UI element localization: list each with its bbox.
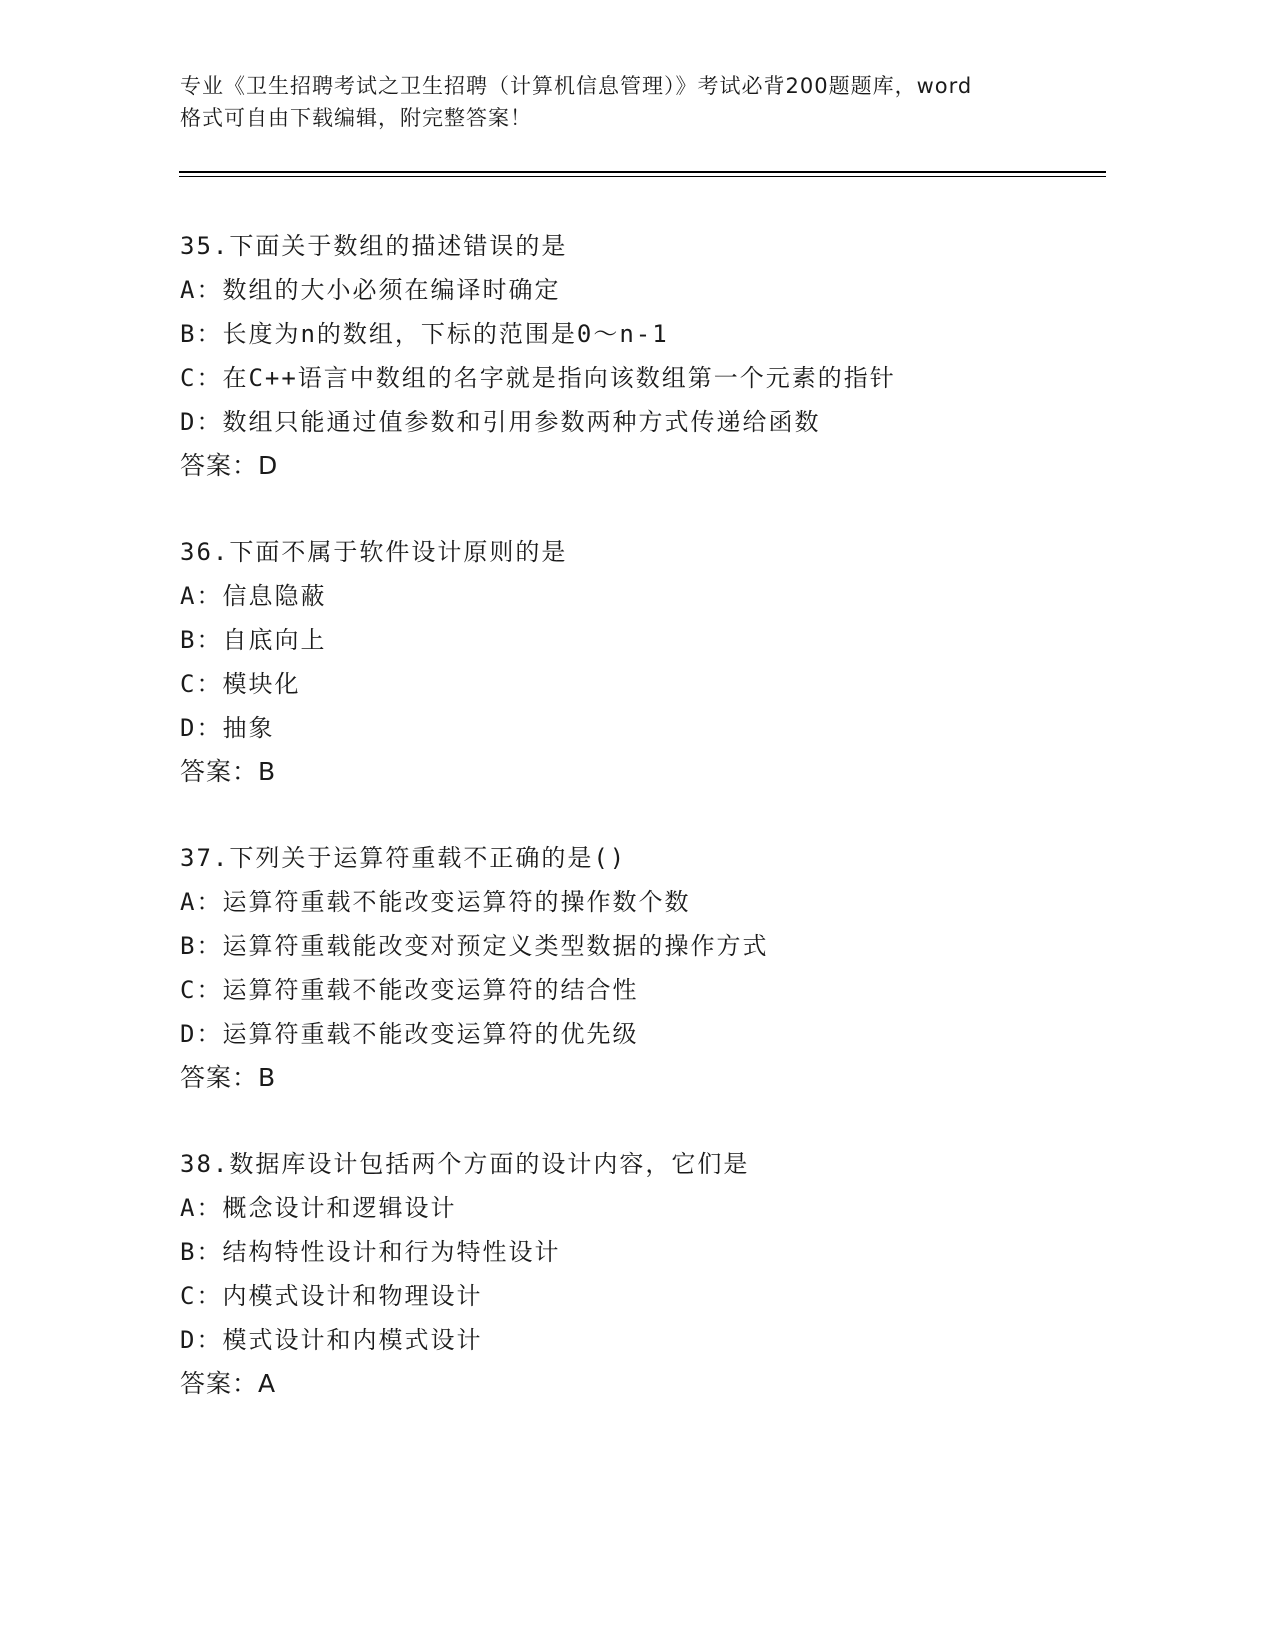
- option-c: C：内模式设计和物理设计: [180, 1282, 483, 1310]
- header-title-line-1: 专业《卫生招聘考试之卫生招聘（计算机信息管理）》考试必背200题题库，word: [180, 74, 973, 98]
- question-stem: 36.下面不属于软件设计原则的是: [180, 538, 568, 566]
- question-38: [180, 1142, 1100, 1406]
- option-a: A：信息隐蔽: [180, 582, 327, 610]
- question-stem: 37.下列关于运算符重载不正确的是(): [180, 844, 627, 872]
- option-a: A：数组的大小必须在编译时确定: [180, 276, 561, 304]
- option-d: D：抽象: [180, 714, 275, 742]
- option-d: D：运算符重载不能改变运算符的优先级: [180, 1020, 639, 1048]
- option-c: C：模块化: [180, 670, 301, 698]
- option-a: A：概念设计和逻辑设计: [180, 1194, 457, 1222]
- question-stem: 35.下面关于数组的描述错误的是: [180, 232, 568, 260]
- question-list: [180, 224, 1100, 1406]
- option-d: D：数组只能通过值参数和引用参数两种方式传递给函数: [180, 408, 821, 436]
- option-a: A：运算符重载不能改变运算符的操作数个数: [180, 888, 691, 916]
- option-c: C：运算符重载不能改变运算符的结合性: [180, 976, 639, 1004]
- option-b: B：长度为n的数组，下标的范围是0～n-1: [180, 320, 669, 348]
- question-35: [180, 224, 1100, 488]
- header-title-line-2: 格式可自由下载编辑，附完整答案！: [180, 106, 532, 130]
- question-36: [180, 530, 1100, 794]
- document-header: [180, 70, 1100, 134]
- question-stem: 38.数据库设计包括两个方面的设计内容，它们是: [180, 1150, 750, 1178]
- option-b: B：运算符重载能改变对预定义类型数据的操作方式: [180, 932, 769, 960]
- question-37: [180, 836, 1100, 1100]
- answer-label: 答案：D: [180, 451, 279, 480]
- answer-label: 答案：A: [180, 1369, 277, 1398]
- answer-label: 答案：B: [180, 757, 277, 786]
- option-b: B：结构特性设计和行为特性设计: [180, 1238, 561, 1266]
- answer-label: 答案：B: [180, 1063, 277, 1092]
- option-b: B：自底向上: [180, 626, 327, 654]
- option-c: C：在C++语言中数组的名字就是指向该数组第一个元素的指针: [180, 364, 896, 392]
- option-d: D：模式设计和内模式设计: [180, 1326, 483, 1354]
- header-divider-top: [179, 171, 1106, 173]
- header-divider-bottom: [179, 176, 1106, 177]
